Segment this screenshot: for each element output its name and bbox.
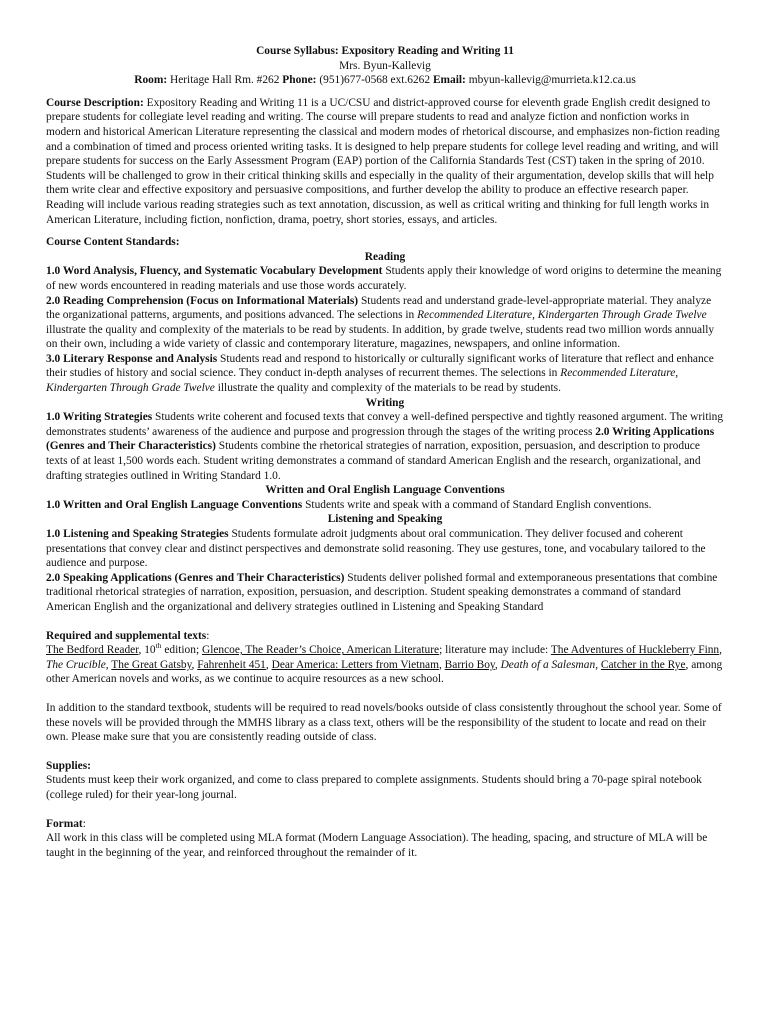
format-label: Format <box>46 817 83 830</box>
texts-sep: edition; <box>161 644 202 657</box>
listening-standard-2-text: Students deliver polished formal and extemporaneous presentations that combine traditional rhetorical strategies of narration, exposition, persuasion, and description. Student speaking demonstrates a command of standard American English and the organizational and delivery strategies outlined in Listening and Speaking Standard <box>46 571 718 613</box>
listening-standard-2-title: 2.0 Speaking Applications (Genres and Their Characteristics) <box>46 571 345 584</box>
reading-standard-1 <box>46 264 724 293</box>
email-label: Email: <box>432 74 466 87</box>
syllabus-header <box>46 44 724 88</box>
texts-label-colon: : <box>206 629 210 642</box>
reading-standard-2-text-b: illustrate the quality and complexity of the materials to be read by students. In addition, by grade twelve, students read two million words annually on their own, including a wide variety of classic and contemporary literature, magazines, newspapers, and online information. <box>46 323 715 351</box>
page-title: Course Syllabus: Expository Reading and Writing 11 <box>256 45 514 57</box>
listening-standard-2 <box>46 571 724 615</box>
course-description-text: Expository Reading and Writing 11 is a UC/CSU and district-approved course for eleventh grade English credit designed to prepare students for collegiate level reading and writing. The course will prepare students to read and analyze fiction and nonfiction works in modern and historical American Literature representing the classical and modern modes of rhetorical discourse, and emphasizes non-fiction reading and a combination of timed and process oriented writing tasks. It is designed to help prepare students for college level reading and writing, and will prepare students for success on the Early Assessment Program (EAP) portion of the California Standards Test (CST) taken in the spring of 2010. Students will be challenged to grow in their critical thinking skills and especially in the quality of their argumentation, develop skills that will help them write clear and effective expository and persuasive compositions, and further develop the ability to produce an effective research paper. Reading will include various reading strategies such as text annotation, discussion, as well as critical writing and thinking for full length works in American Literature, including fiction, nonfiction, drama, poetry, short stories, essays, and articles. <box>46 96 720 226</box>
texts-sep: , <box>438 658 445 671</box>
texts-sup: th <box>155 641 162 651</box>
text-barrio-boy: Barrio Boy <box>444 658 495 671</box>
writing-standard-2-text: Students combine the rhetorical strategies of narration, exposition, persuasion, and description to produce texts of at least 1,500 words each. Student writing demonstrates a command of standard American English and the research, organizational, and drafting strategies outlined in Writing Standard 1.0. <box>46 440 701 482</box>
listening-standard-1-text: Students formulate adroit judgments about oral communication. They deliver focused and coherent presentations that convey clear and distinct perspectives and demonstrate solid reasoning. They use gestures, tone, and vocabulary tailored to the audience and purpose. <box>46 528 706 570</box>
texts-sep: , <box>265 658 272 671</box>
listening-standard-1-title: 1.0 Listening and Speaking Strategies <box>46 528 229 540</box>
writing-standards <box>46 410 724 483</box>
text-great-gatsby: The Great Gatsby <box>111 658 192 671</box>
standards-label-text: Course Content Standards: <box>46 236 180 249</box>
reading-standard-3-text-a: Students read and respond to historically or culturally significant works of literature that reflect and enhance their studies of history and social science. They conduct in-depth analyses of recurrent themes. The selections in <box>46 352 714 380</box>
phone-value: (951)677-0568 ext.6262 <box>319 74 431 87</box>
text-fahrenheit-451: Fahrenheit 451 <box>197 658 266 671</box>
reading-standard-3 <box>46 352 724 396</box>
texts-sep: , <box>494 658 501 671</box>
texts-label: Required and supplemental texts <box>46 629 207 642</box>
text-death-of-a-salesman: Death of a Salesman <box>500 658 596 671</box>
listening-heading: Listening and Speaking <box>327 513 443 526</box>
texts-label-line <box>46 629 724 644</box>
text-dear-america: Dear America: Letters from Vietnam <box>271 658 439 671</box>
reading-standard-2-title: 2.0 Reading Comprehension (Focus on Informational Materials) <box>46 294 359 307</box>
supplies-label: Supplies: <box>46 759 91 772</box>
reading-standard-1-title: 1.0 Word Analysis, Fluency, and Systematic Vocabulary Development <box>46 265 383 278</box>
reading-heading: Reading <box>364 250 406 263</box>
text-the-crucible: The Crucible <box>46 658 106 671</box>
reading-standard-3-italic: Recommended Literature, Kindergarten Through Grade Twelve <box>46 367 679 395</box>
texts-sep: , <box>191 658 198 671</box>
texts-sep: , 10 <box>138 644 156 657</box>
room-label: Room: <box>134 74 168 87</box>
course-description-label: Course Description: <box>46 96 144 109</box>
supplies-text: Students must keep their work organized, and come to class prepared to complete assignments. Students should bring a 70-page spiral notebook (college ruled) for their year-long journal. <box>46 774 702 801</box>
contact-line <box>46 73 724 88</box>
reading-standard-2-italic: Recommended Literature, Kindergarten Through Grade Twelve <box>417 309 707 322</box>
texts-list <box>46 643 724 687</box>
writing-standard-1-text: Students write coherent and focused texts that convey a well-defined perspective and tightly reasoned argument. The writing demonstrates students’ awareness of the audience and purpose and progression through the stages of the writing process <box>46 411 724 438</box>
text-huckleberry-finn: The Adventures of Huckleberry Finn <box>550 644 720 657</box>
writing-heading: Writing <box>365 396 405 409</box>
room-value: Heritage Hall Rm. #262 <box>169 74 280 87</box>
writing-standard-1-title: 1.0 Writing Strategies <box>46 411 153 424</box>
email-value: mbyun-kallevig@murrieta.k12.ca.us <box>468 74 636 87</box>
texts-sep: ; literature may include: <box>439 644 551 657</box>
conventions-heading: Written and Oral English Language Conventions <box>265 484 505 497</box>
teacher-name: Mrs. Byun-Kallevig <box>339 59 431 72</box>
text-glencoe: Glencoe, The Reader’s Choice, American Literature <box>201 644 440 657</box>
listening-standard-1 <box>46 527 724 571</box>
reading-standard-2 <box>46 294 724 352</box>
conventions-standard-1-text: Students write and speak with a command of Standard English conventions. <box>302 498 652 511</box>
conventions-standard-1-title: 1.0 Written and Oral English Language Conventions <box>46 498 303 511</box>
texts-sep: , <box>595 658 601 671</box>
phone-label: Phone: <box>282 74 317 87</box>
reading-standard-3-text-b: illustrate the quality and complexity of the materials to be read by students. <box>214 382 561 395</box>
texts-sep: , <box>105 658 112 671</box>
reading-standard-2-text-a: Students read and understand grade-level-appropriate material. They analyze the organizational patterns, arguments, and positions advanced. The selections in <box>46 294 712 322</box>
text-catcher-in-the-rye: Catcher in the Rye <box>600 658 686 671</box>
texts-end: , among other American novels and works, as we continue to acquire resources as a new school. <box>46 658 723 686</box>
reading-standard-3-title: 3.0 Literary Response and Analysis <box>46 352 218 365</box>
texts-sep: , <box>719 644 722 657</box>
format-text: All work in this class will be completed using MLA format (Modern Language Association). The heading, spacing, and structure of MLA will be taught in the beginning of the year, and reinforced throughout the remainder of it. <box>46 832 708 859</box>
outside-reading-paragraph: In addition to the standard textbook, students will be required to read novels/books outside of class consistently throughout the school year. Some of these novels will be provided through the MMHS library as a class text, others will be the responsibility of the student to locate and read on their own. Please make sure that you are consistently reading outside of class. <box>46 701 722 744</box>
writing-standard-2-title: 2.0 Writing Applications (Genres and Their Characteristics) <box>46 425 715 453</box>
standards-label <box>46 235 724 250</box>
conventions-standard-1 <box>46 498 724 513</box>
course-description <box>46 96 724 227</box>
format-label-colon: : <box>82 817 86 830</box>
text-bedford-reader: The Bedford Reader <box>46 644 139 657</box>
supplies-label-line <box>46 759 724 774</box>
reading-standard-1-text: Students apply their knowledge of word origins to determine the meaning of new words encountered in reading materials and use those words accurately. <box>46 265 722 292</box>
format-label-line <box>46 817 724 832</box>
